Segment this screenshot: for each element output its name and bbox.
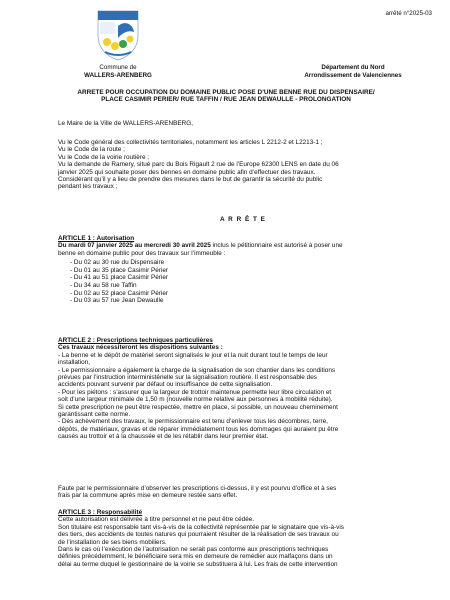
article-2-line: - Dès achèvement des travaux, le permissionnaire est tenu d’enlever tous les décombres, terre,	[58, 418, 328, 426]
vu-demande-2: janvier 2025 qui souhaite poser des bennes en domaine public afin d’effectuer des travaux.	[58, 168, 316, 176]
list-item: - Du 01 au 35 place Casimir Périer	[70, 266, 169, 274]
article-2-line: causés au trottoir et à la chaussée et de les rétablir dans leur premier état.	[58, 433, 269, 441]
article-1-text-a: inclus le pétitionnaire est autorisé à poser une	[210, 242, 343, 250]
vu-code-route: Vu le Code de la route ;	[58, 146, 125, 154]
penalty-line-2: frais par la commune après mise en demeure restée sans effet.	[58, 492, 238, 500]
arrete-heading: A R R Ê T E	[220, 216, 266, 223]
article-3-line: définies précédemment, le bénéficiaire sera mis en demeure de remédier aux malfaçons dans un	[58, 553, 333, 561]
departement: Département du Nord	[321, 64, 385, 71]
commune-label: Commune de	[99, 64, 137, 71]
penalty-line-1: Faute par le permissionnaire d’observer les prescriptions ci-dessus, il y est pourvu d’office et à ses	[58, 485, 337, 492]
title-line-2: PLACE CASIMIR PERIER/ RUE TAFFIN / RUE JEAN DEWAULLE - PROLONGATION	[101, 96, 351, 104]
article-3-line: des tiers, des accidents de toutes natures qui pourraient résulter de la réalisation de ses travaux ou	[58, 531, 339, 539]
mayor-line: Le Maire de la Ville de WALLERS-ARENBERG,	[58, 120, 193, 127]
penalty-clause	[58, 485, 428, 500]
list-item: - Du 03 au 57 rue Jean Dewaulle	[70, 297, 164, 305]
article-3-line: Dans le cas où l’exécution de l’autorisation ne serait pas conforme aux prescriptions techniques	[58, 546, 329, 554]
article-2-line: Si cette prescription ne peut être respectée, mettre en place, si possible, un nouveau cheminement	[58, 403, 338, 411]
vu-demande-1: Vu la demande de Ramery, situé parc du Bois Rigault 2 rue de l’Europe 62300 LENS en date du 06	[58, 161, 339, 169]
address-list	[70, 259, 428, 305]
arrete-reference: arrêté n°2025-03	[385, 10, 432, 17]
article-2-line: prévues par l’instruction interministérielle sur la signalisation routière. Il est responsable des	[58, 374, 317, 382]
article-1-dates: Du mardi 07 janvier 2025 au mercredi 30 avril 2025	[58, 242, 211, 250]
article-2-line: - Pour les piétons : s’assurer que la largeur de trottoir maintenue permette leur libre circulation et	[58, 388, 332, 396]
article-2-line: - Le permissionnaire a également la charge de la signalisation de son chantier dans les conditions	[58, 366, 336, 374]
article-2-subtitle: Ces travaux nécessiteront les dispositions suivantes :	[58, 344, 223, 352]
arrondissement: Arrondissement de Valenciennes	[304, 71, 402, 79]
document-title	[25, 89, 427, 104]
crest-icon	[93, 8, 143, 62]
article-2-line: garantissant cette norme.	[58, 411, 131, 419]
article-2	[58, 337, 428, 441]
commune-crest	[93, 8, 143, 62]
vu-cgct: Vu le Code général des collectivités territoriales, notamment les articles L 2212-2 et L2213-1 ;	[58, 139, 323, 146]
article-2-title: ARTICLE 2 : Prescriptions techniques particulières	[58, 337, 213, 344]
preamble-block	[58, 139, 428, 191]
commune-block	[68, 64, 168, 79]
article-3-line: Son titulaire est responsable tant vis-à-vis de la collectivité représentée par le signataire que vis-à-vis	[58, 523, 344, 531]
article-1	[58, 235, 428, 305]
article-1-text-1	[58, 242, 428, 249]
article-3-line: de l’installation de ses biens mobiliers.	[58, 538, 167, 546]
considerant-2: pendant les travaux ;	[58, 183, 118, 191]
article-3-title: ARTICLE 3 : Responsabilité	[58, 509, 143, 516]
list-item: - Du 41 au 51 place Casimir Périer	[70, 274, 169, 282]
article-1-title: ARTICLE 1 : Autorisation	[58, 235, 135, 242]
article-2-line: - La benne et le dépôt de matériel seront signalisés le jour et la nuit durant tout le temps de leur	[58, 351, 328, 359]
article-1-text-2: benne en domaine public pour des travaux sur l’immeuble :	[58, 249, 226, 257]
article-2-line: accidents pouvant survenir par défaut ou insuffisance de cette signalisation.	[58, 381, 273, 389]
list-item: - Du 02 au 30 rue du Dispensaire	[70, 259, 165, 267]
list-item: - Du 02 au 52 place Casimir Périer	[70, 289, 169, 297]
article-2-line: soit d’une largeur minimale de 1,50 m (nouvelle norme relative aux personnes à mobilité réduite).	[58, 396, 333, 404]
article-3-line: Cette autorisation est délivrée à titre personnel et ne peut être cédée.	[58, 516, 255, 524]
list-item: - Du 34 au 58 rue Taffin	[70, 282, 137, 289]
article-3	[58, 509, 428, 568]
article-3-line: délai au terme duquel le gestionnaire de la voirie se substituera à lui. Les frais de cette intervention	[58, 560, 338, 568]
considerant-1: Considérant qu’il y a lieu de prendre des mesures dans le but de garantir la sécurité du public	[58, 176, 323, 184]
article-2-line: installation,	[58, 359, 90, 367]
vu-code-voirie: Vu le Code de la voirie routière ;	[58, 153, 150, 161]
article-2-line: dépôts, de matériaux, gravas et de réparer immédiatement tous les dommages qui auraient pu être	[58, 425, 339, 433]
title-line-1: ARRETE POUR OCCUPATION DU DOMAINE PUBLIC POSE D’UNE BENNE RUE DU DISPENSAIRE/	[77, 89, 375, 96]
prefecture-block	[268, 64, 438, 79]
commune-name: WALLERS-ARENBERG	[84, 71, 152, 79]
